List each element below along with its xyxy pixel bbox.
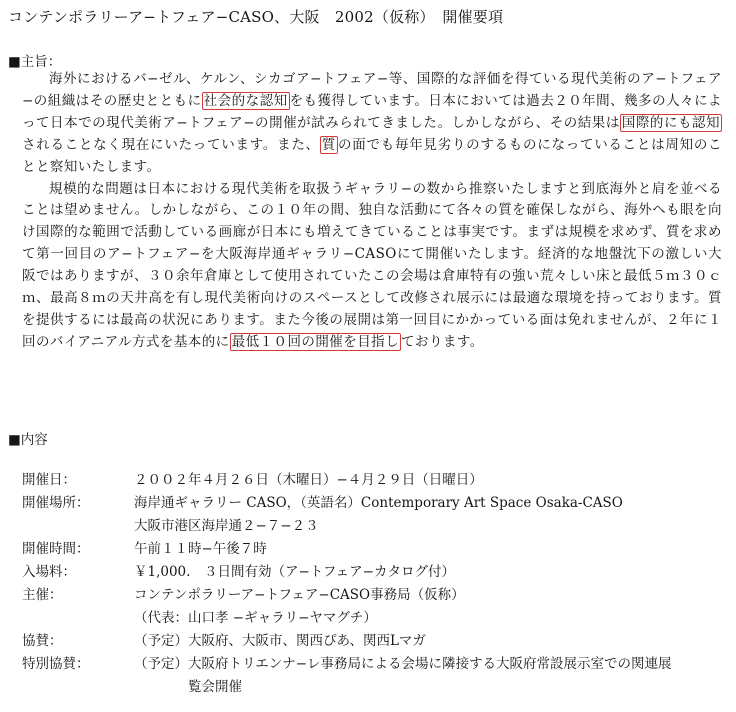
info-value: （代表：山口孝 −ギャラリ−ヤマグチ）: [134, 610, 377, 626]
info-value: ２００２年４月２６日（木曜日）−４月２９日（日曜日）: [134, 472, 483, 488]
purpose-body: [22, 69, 722, 354]
highlight-quality: 質: [321, 136, 337, 153]
info-label: 開催時間：: [22, 541, 90, 557]
info-value: 大阪市港区海岸通２−７−２３: [134, 518, 319, 534]
info-value: 午前１１時−午後７時: [134, 541, 267, 557]
paragraph-2-text-a: 規模的な問題は日本における現代美術を取扱うギャラリ−の数から推察いたしますと到底海外と肩を並べることは望めません。しかしながら、この１０年の間、独自な活動にて各々の質を確保しながら、海外へも眼を向け国際的な範囲で活動している画廊が日本にも増えてきていることは事実です。まずは規模を求めず、質を求めて第一回目のア−トフェア−を大阪海岸通ギャラリ−CASOにて開催いたします。経済的な地盤沈下の激しい大阪ではありますが、３０余年倉庫として使用されていたこの会場は倉庫特有の強い荒々しい床と最低５ｍ３０ｃｍ、最高８ｍの天井高を有し現代美術向けのスペースとして改修され展示には最適な環境を持っております。質を提供するには最高の状況にあります。また今後の展開は第一回目にかかっている面は免れませんが、２年に１回のバイアニアル方式を基本的に: [22, 180, 722, 350]
info-value: 覧会開催: [134, 679, 242, 695]
paragraph-1-text-c: されることなく現在にいたっています。また、: [22, 136, 320, 153]
info-label: 主催：: [22, 587, 63, 603]
info-label: 入場料：: [22, 564, 76, 580]
info-value: 海岸通ギャラリー CASO，（英語名）Contemporary Art Space Osaka-CASO: [134, 495, 623, 511]
purpose-heading: ■主旨：: [8, 54, 62, 70]
document-title: コンテンポラリーア−トフェア−CASO、大阪 2002（仮称） 開催要項: [8, 8, 504, 26]
highlight-international-recognition: 国際的にも認知: [621, 114, 720, 131]
paragraph-2-text-b: ております。: [401, 333, 484, 350]
info-label: 特別協賛：: [22, 656, 90, 672]
info-value: コンテンポラリーア−トフェア−CASO事務局（仮称）: [134, 587, 465, 603]
info-value: （予定）大阪府トリエンナ−レ事務局による会場に隣接する大阪府常設展示室での関連展: [134, 656, 672, 672]
paragraph-1-text-b: をも獲得しています。日本においては過去２０年間、幾多の人々によって日本での現代美術ア−トフェア−の開催が試みられてきました。しかしながら、その結果は: [22, 92, 723, 131]
content-heading: ■内容: [8, 432, 48, 448]
info-label: 開催日：: [22, 472, 76, 488]
info-label: 協賛：: [22, 633, 63, 649]
info-value: （予定）大阪府、大阪市、関西ぴあ、関西Lマガ: [134, 633, 426, 649]
purpose-paragraph-2: [22, 179, 722, 354]
purpose-paragraph-1: [22, 69, 722, 179]
info-value: ￥1,000. ３日間有効（ア−トフェア−カタログ付）: [134, 564, 455, 580]
info-label: 開催場所：: [22, 495, 90, 511]
paragraph-1-text-a: 海外におけるバ−ゼル、ケルン、シカゴア−トフェア−等、国際的な評価を得ている現代美術のア−トフェア−の組織はその歴史とともに: [22, 71, 722, 109]
highlight-ten-editions-goal: 最低１０回の開催を目指し: [231, 333, 400, 350]
highlight-social-recognition: 社会的な認知: [203, 92, 288, 109]
paragraph-1-text-d: の面でも毎年見劣りのするものになっていることは周知のことと察知いたします。: [22, 136, 723, 175]
